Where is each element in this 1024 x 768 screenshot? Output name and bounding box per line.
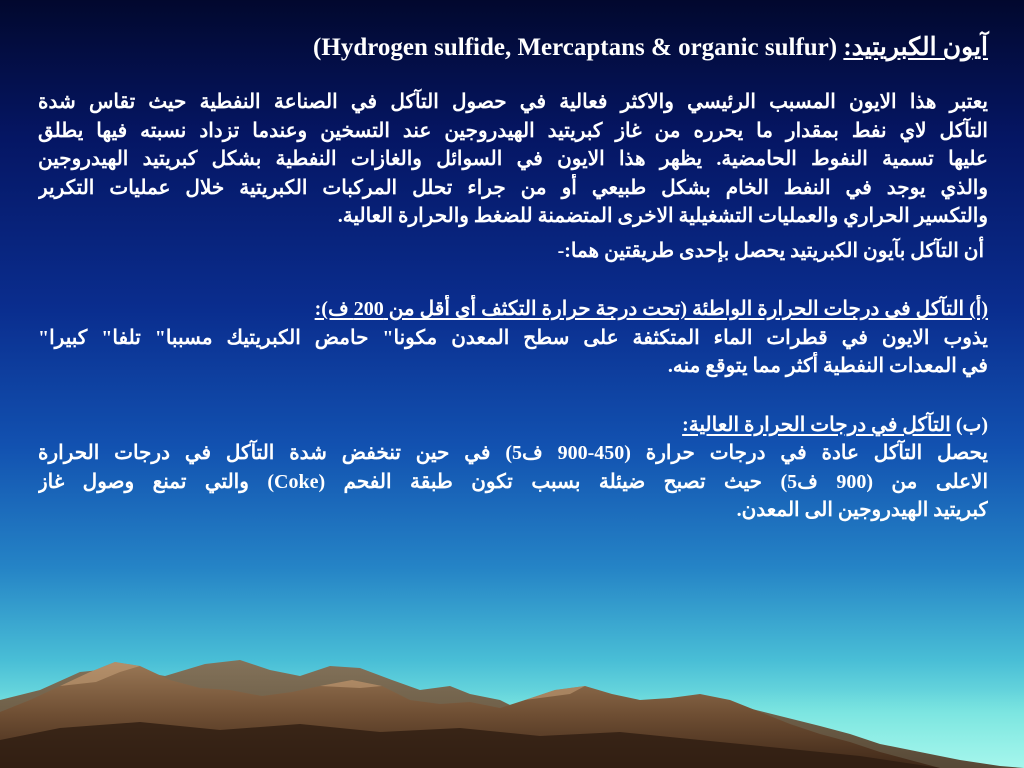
slide-content [38,30,988,525]
section-a-line: يذوب الايون في قطرات الماء المتكثفة على سطح المعدن مكونا" حامض الكبريتيك مسببا" تلفا" كبيرا" [38,326,988,349]
title-english: (Hydrogen sulfide, Mercaptans & organic sulfur) [313,34,838,61]
paragraph-line: يعتبر هذا الايون المسبب الرئيسي والاكثر فعالية في حصول التآكل في الصناعة النفطية حيث تقاس شدة [38,91,988,113]
section-a-heading: (أ) التآكل فى درجات الحرارة الواطئة (تحت درجة حرارة التكثف أى أقل من 200 ف): [314,298,988,320]
section-b-label: (ب) [955,413,988,436]
section-b-heading: التآكل في درجات الحرارة العالية: [682,413,951,436]
section-b-line: كبريتيد الهيدروجين الى المعدن. [736,499,988,521]
section-b [38,411,988,525]
section-b-heading-line [38,411,988,440]
slide-title [38,30,988,66]
paragraph-line: والذي يوجد في النفط الخام بشكل طبيعي أو من جراء تحلل المركبات الكبريتية خلال عمليات التكرير [38,176,988,199]
section-a [38,295,988,381]
intro-line: أن التآكل بآيون الكبريتيد يحصل بإحدى طريقتين هما:- [557,239,984,262]
section-a-line: في المعدات النفطية أكثر مما يتوقع منه. [667,355,988,377]
section-b-line: يحصل التآكل عادة في درجات حرارة (450-900 ف5) في حين تنخفض شدة التآكل في درجات الحرارة [38,442,988,464]
section-b-line: الاعلى من (900 ف5) حيث تصبح ضيئلة بسبب تكون طبقة الفحم (Coke) والتي تمنع وصول غاز [38,470,988,493]
paragraph-line: والتكسير الحراري والعمليات التشغيلية الاخرى المتضمنة للضغط والحرارة العالية. [337,205,988,227]
paragraph-line: عليها تسمية النفوط الحامضية. يظهر هذا الايون في السوائل والغازات النفطية بشكل كبريتيد الهيدروجين [38,148,988,170]
title-arabic: آيون الكبريتيد: [843,34,988,61]
paragraph-line: التآكل لاي نفط بمقدار ما يحرره من غاز كبريتيد الهيدروجين عند التسخين وعندما تزداد نسبته فيها يطلق [38,119,988,142]
paragraph-main [38,88,988,231]
